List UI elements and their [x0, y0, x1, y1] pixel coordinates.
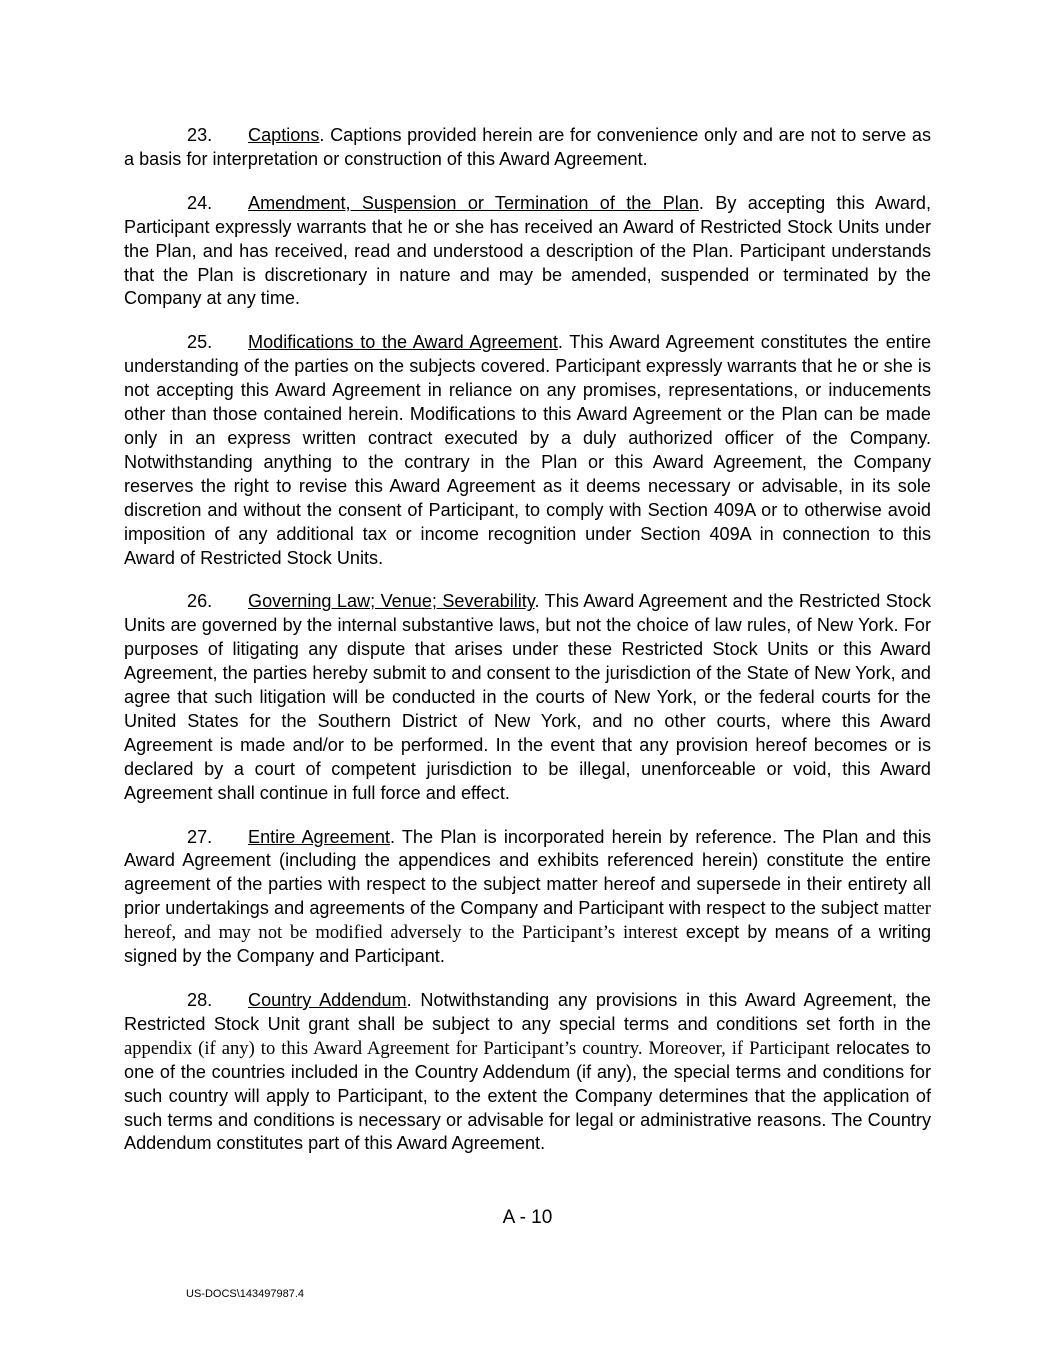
section-27: [124, 826, 931, 969]
section-26: [124, 590, 931, 805]
section-text-serif: appendix (if any) to this Award Agreement for Participant’s country. Moreover, if Participant: [124, 1037, 830, 1059]
section-text: . This Award Agreement and the Restricted Stock Units are governed by the internal substantive laws, but not the choice of law rules, of New York. For purposes of litigating any dispute that arises under these Restricted Stock Units or this Award Agreement, the parties hereby submit to and consent to the jurisdiction of the State of New York, and agree that such litigation will be conducted in the courts of New York, or the federal courts for the United States for the Southern District of New York, and no other courts, where this Award Agreement is made and/or to be performed. In the event that any provision hereof becomes or is declared by a court of competent jurisdiction to be illegal, unenforceable or void, this Award Agreement shall continue in full force and effect.: [124, 591, 931, 803]
document-id: US-DOCS\143497987.4: [186, 1288, 305, 1300]
section-number: 26.: [187, 591, 213, 612]
section-text: except by means of a writing signed by the Company and Participant.: [124, 922, 932, 967]
document-body: [124, 124, 931, 1176]
section-text: . Captions provided herein are for convenience only and are not to serve as a basis for interpretation or construction of this Award Agreement.: [124, 125, 931, 169]
section-number: 27.: [187, 826, 213, 847]
section-text: . This Award Agreement constitutes the entire understanding of the parties on the subjects covered. Participant expressly warrants that he or she is not accepting this Award Agreement in reliance on any promises, representations, or inducements other than those contained herein. Modifications to this Award Agreement or the Plan can be made only in an express written contract executed by a duly authorized officer of the Company. Notwithstanding anything to the contrary in the Plan or this Award Agreement, the Company reserves the right to revise this Award Agreement as it deems necessary or advisable, in its sole discretion and without the consent of Participant, to comply with Section 409A or to otherwise avoid imposition of any additional tax or income recognition under Section 409A in connection to this Award of Restricted Stock Units.: [124, 332, 932, 568]
section-text: . The Plan is incorporated herein by reference. The Plan and this Award Agreement (including the appendices and exhibits referenced herein) constitute the entire agreement of the parties with respect to the subject matter hereof and supersede in their entirety all prior undertakings and agreements of the Company and Participant with respect to the subject: [124, 826, 931, 919]
section-25: [124, 331, 931, 570]
section-number: 23.: [187, 125, 213, 145]
section-heading: Country Addendum: [248, 990, 407, 1010]
section-28: [124, 989, 931, 1156]
section-heading: Captions: [248, 125, 320, 145]
section-text: relocates to one of the countries included in the Country Addendum (if any), the special terms and conditions for such country will apply to Participant, to the extent the Company determines that the application of such terms and conditions is necessary or advisable for legal or administrative reasons. The Country Addendum constitutes part of this Award Agreement.: [124, 1037, 931, 1154]
section-heading: Entire Agreement: [248, 826, 390, 847]
section-number: 25.: [187, 332, 213, 353]
section-number: 24.: [187, 192, 213, 213]
section-heading: Modifications to the Award Agreement: [248, 332, 558, 353]
section-23: [124, 124, 931, 172]
section-number: 28.: [187, 990, 213, 1010]
section-text-serif: matter hereof, and may not be modified adversely to the Participant’s interest: [124, 898, 931, 944]
section-24: [124, 192, 931, 312]
section-heading: Amendment, Suspension or Termination of the Plan: [248, 192, 699, 213]
section-text: . Notwithstanding any provisions in this Award Agreement, the Restricted Stock Unit grant shall be subject to any special terms and conditions set forth in the: [124, 990, 931, 1034]
section-heading: Governing Law; Venue; Severability: [248, 591, 535, 612]
section-text: . By accepting this Award, Participant expressly warrants that he or she has received an Award of Restricted Stock Units under the Plan, and has received, read and understood a description of the Plan. Participant understands that the Plan is discretionary in nature and may be amended, suspended or terminated by the Company at any time.: [124, 192, 931, 309]
page-number: A - 10: [502, 1207, 553, 1228]
